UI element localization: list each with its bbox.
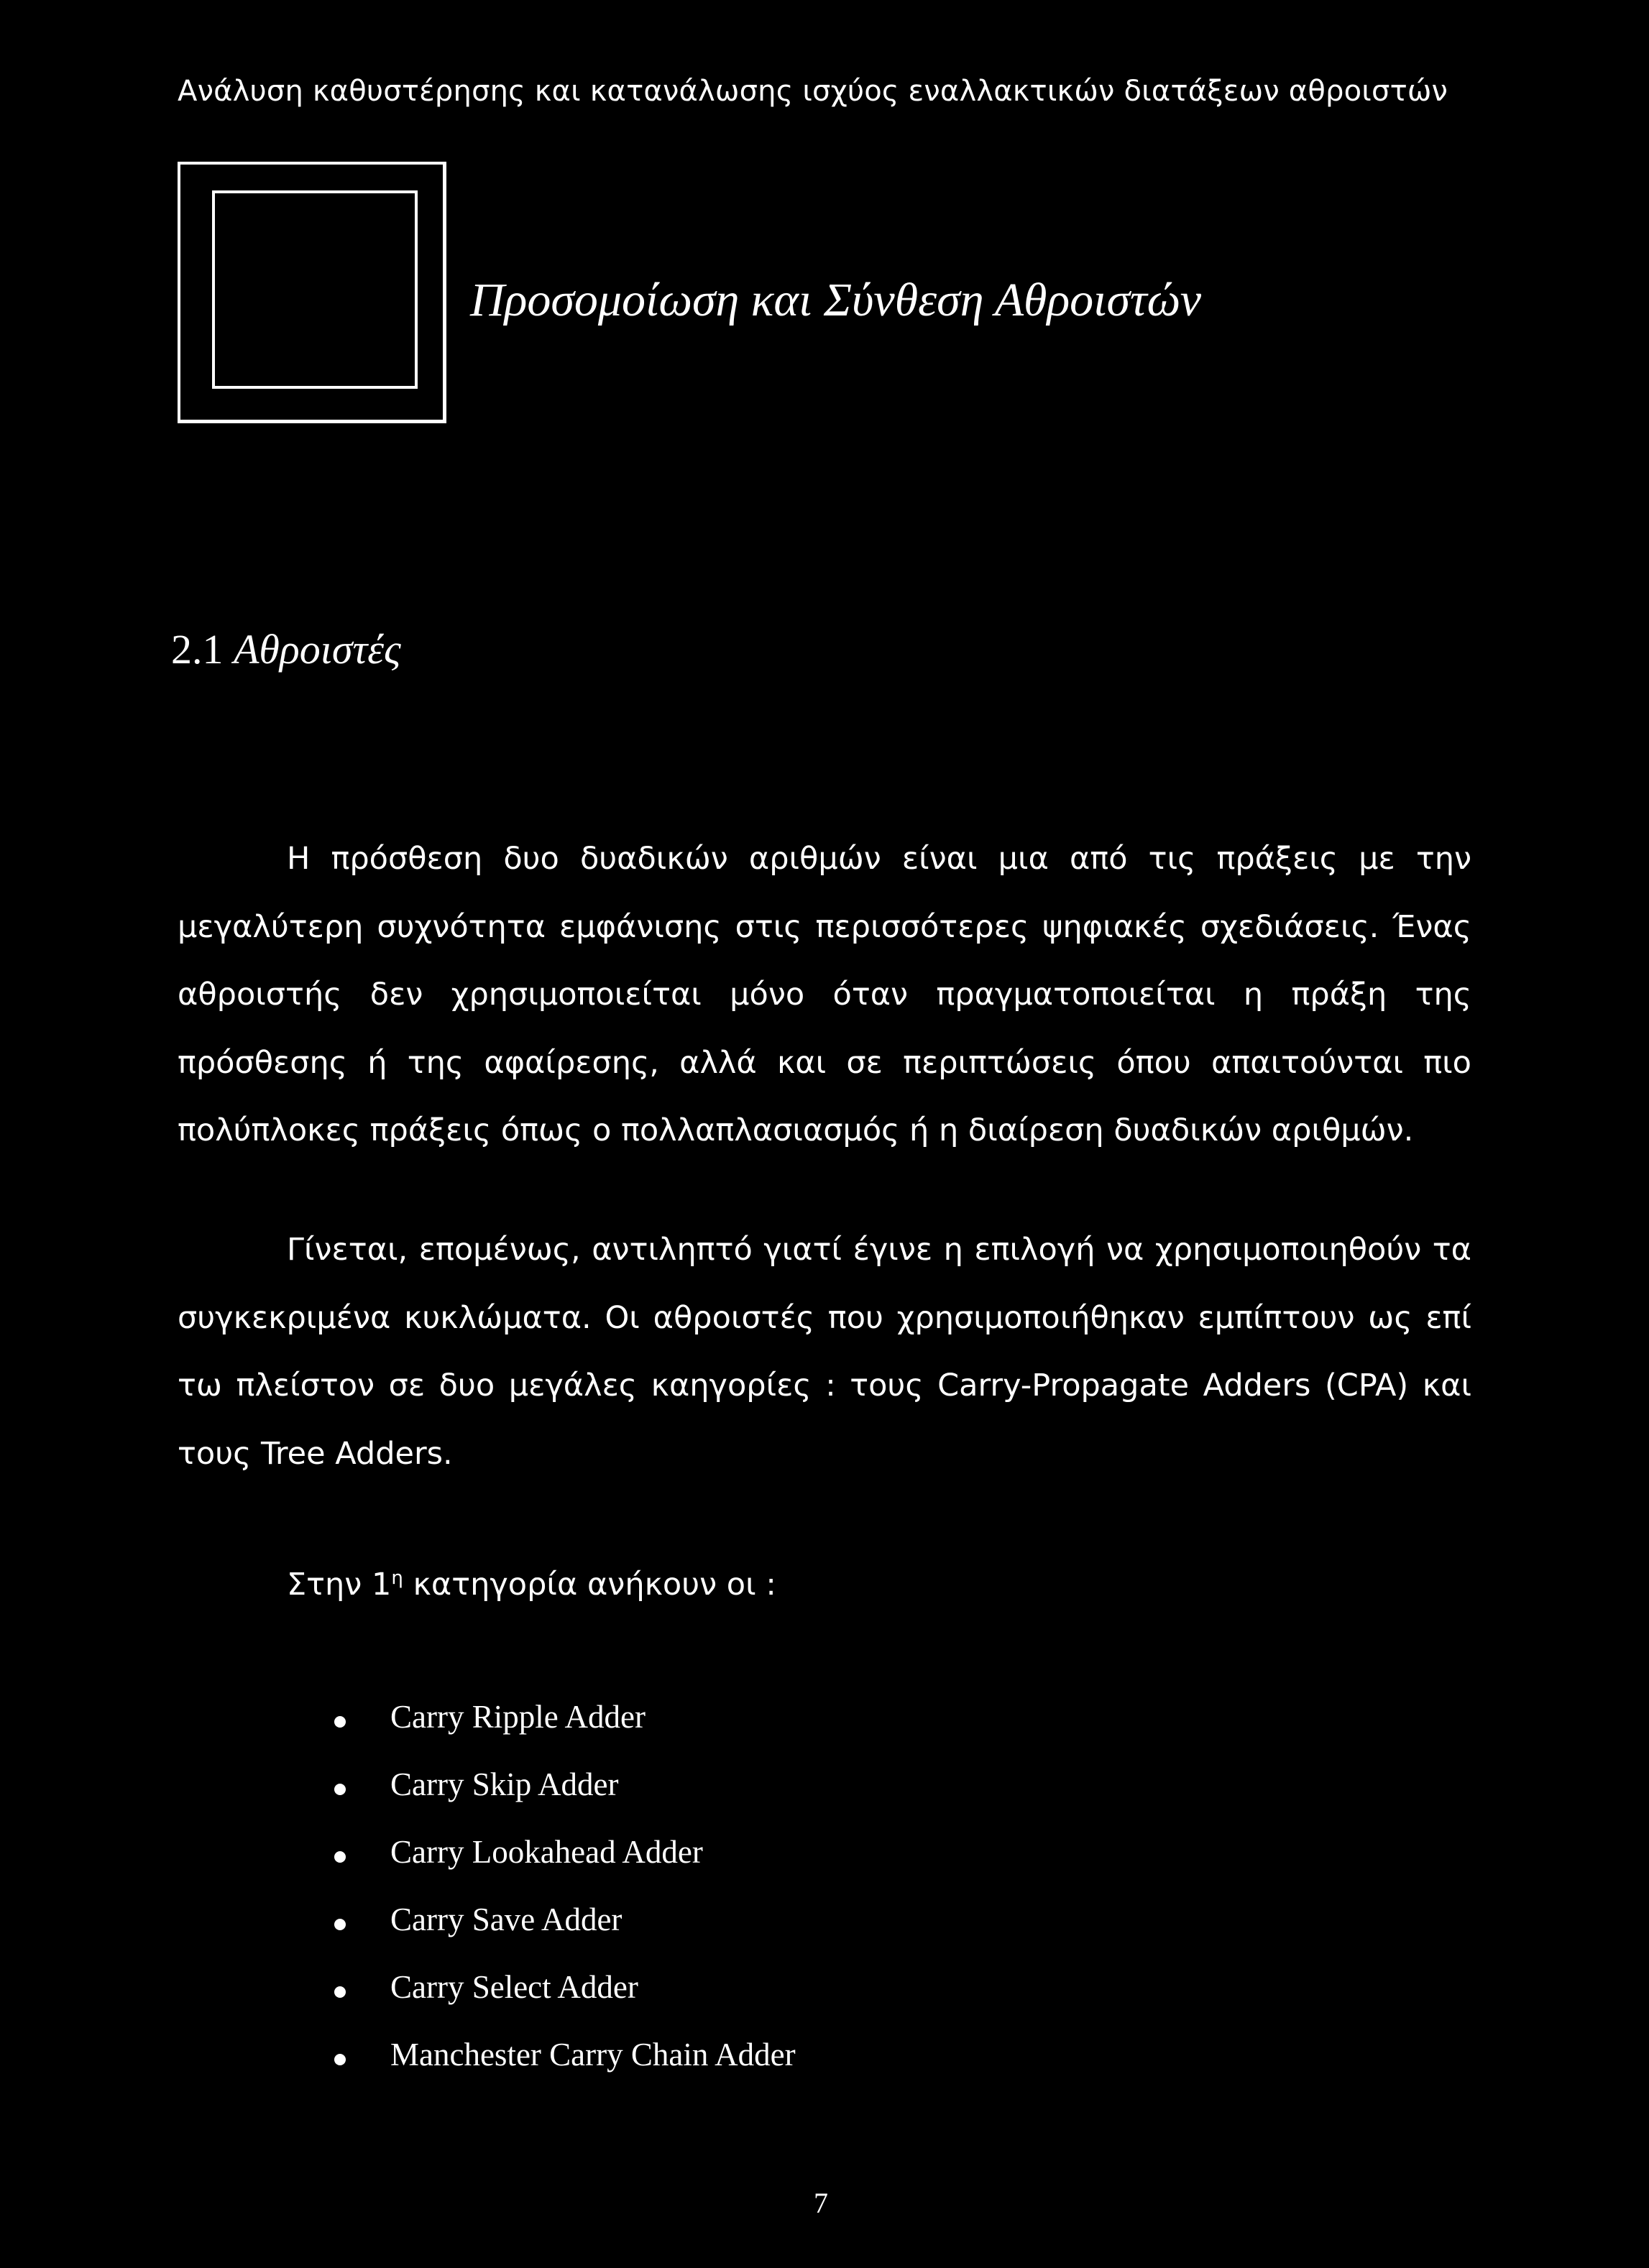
chapter-box-inner	[212, 190, 418, 389]
list-item	[334, 2036, 796, 2103]
section-title: Αθροιστές	[234, 626, 401, 673]
list-item-label: Carry Select Adder	[390, 1969, 638, 2005]
list-item	[334, 1901, 796, 1968]
list-intro-tail: κατηγορία ανήκουν οι :	[403, 1567, 776, 1603]
adder-list	[334, 1698, 796, 2103]
bullet-icon	[334, 1784, 346, 1795]
list-intro-text: Στην 1	[287, 1567, 392, 1603]
bullet-icon	[334, 1919, 346, 1930]
bullet-icon	[334, 1851, 346, 1863]
list-item	[334, 1698, 796, 1766]
bullet-icon	[334, 1986, 346, 1998]
page-number: 7	[814, 2187, 828, 2219]
list-item-label: Carry Lookahead Adder	[390, 1834, 703, 1870]
bullet-icon	[334, 2054, 346, 2065]
list-item	[334, 1766, 796, 1833]
list-item-label: Carry Ripple Adder	[390, 1699, 646, 1735]
list-item	[334, 1833, 796, 1901]
section-number: 2.1	[171, 626, 224, 673]
list-item-label: Manchester Carry Chain Adder	[390, 2037, 796, 2073]
list-item	[334, 1968, 796, 2036]
section-heading	[171, 625, 401, 673]
body-paragraph-2: Γίνεται, επομένως, αντιληπτό γιατί έγινε η επιλογή να χρησιμοποιηθούν τα συγκεκριμένα κυκλώματα. Οι αθροιστές που χρησιμοποιήθηκαν εμπίπτουν ως επί τω πλείστον σε δυο μεγάλες καηγορίες : τους Carry-Propagate Adders (CPA) και τους Tree Adders.	[178, 1232, 1471, 1472]
running-header: Ανάλυση καθυστέρησης και κατανάλωσης ισχύος εναλλακτικών διατάξεων αθροιστών	[178, 75, 1448, 108]
chapter-title: Προσομοίωση και Σύνθεση Αθροιστών	[470, 274, 1202, 326]
list-intro-superscript: η	[391, 1567, 403, 1589]
list-item-label: Carry Skip Adder	[390, 1766, 619, 1802]
list-intro	[287, 1567, 776, 1603]
body-paragraph-1: Η πρόσθεση δυο δυαδικών αριθμών είναι μια από τις πράξεις με την μεγαλύτερη συχνότητα εμφάνισης στις περισσότερες ψηφιακές σχεδιάσεις. Ένας αθροιστής δεν χρησιμοποιείται μόνο όταν πραγματοποιείται η πράξη της πρόσθεσης ή της αφαίρεσης, αλλά και σε περιπτώσεις όπου απαιτούνται πιο πολύπλοκες πράξεις όπως ο πολλαπλασιασμός ή η διαίρεση δυαδικών αριθμών.	[178, 841, 1471, 1148]
bullet-icon	[334, 1716, 346, 1728]
list-item-label: Carry Save Adder	[390, 1901, 623, 1937]
